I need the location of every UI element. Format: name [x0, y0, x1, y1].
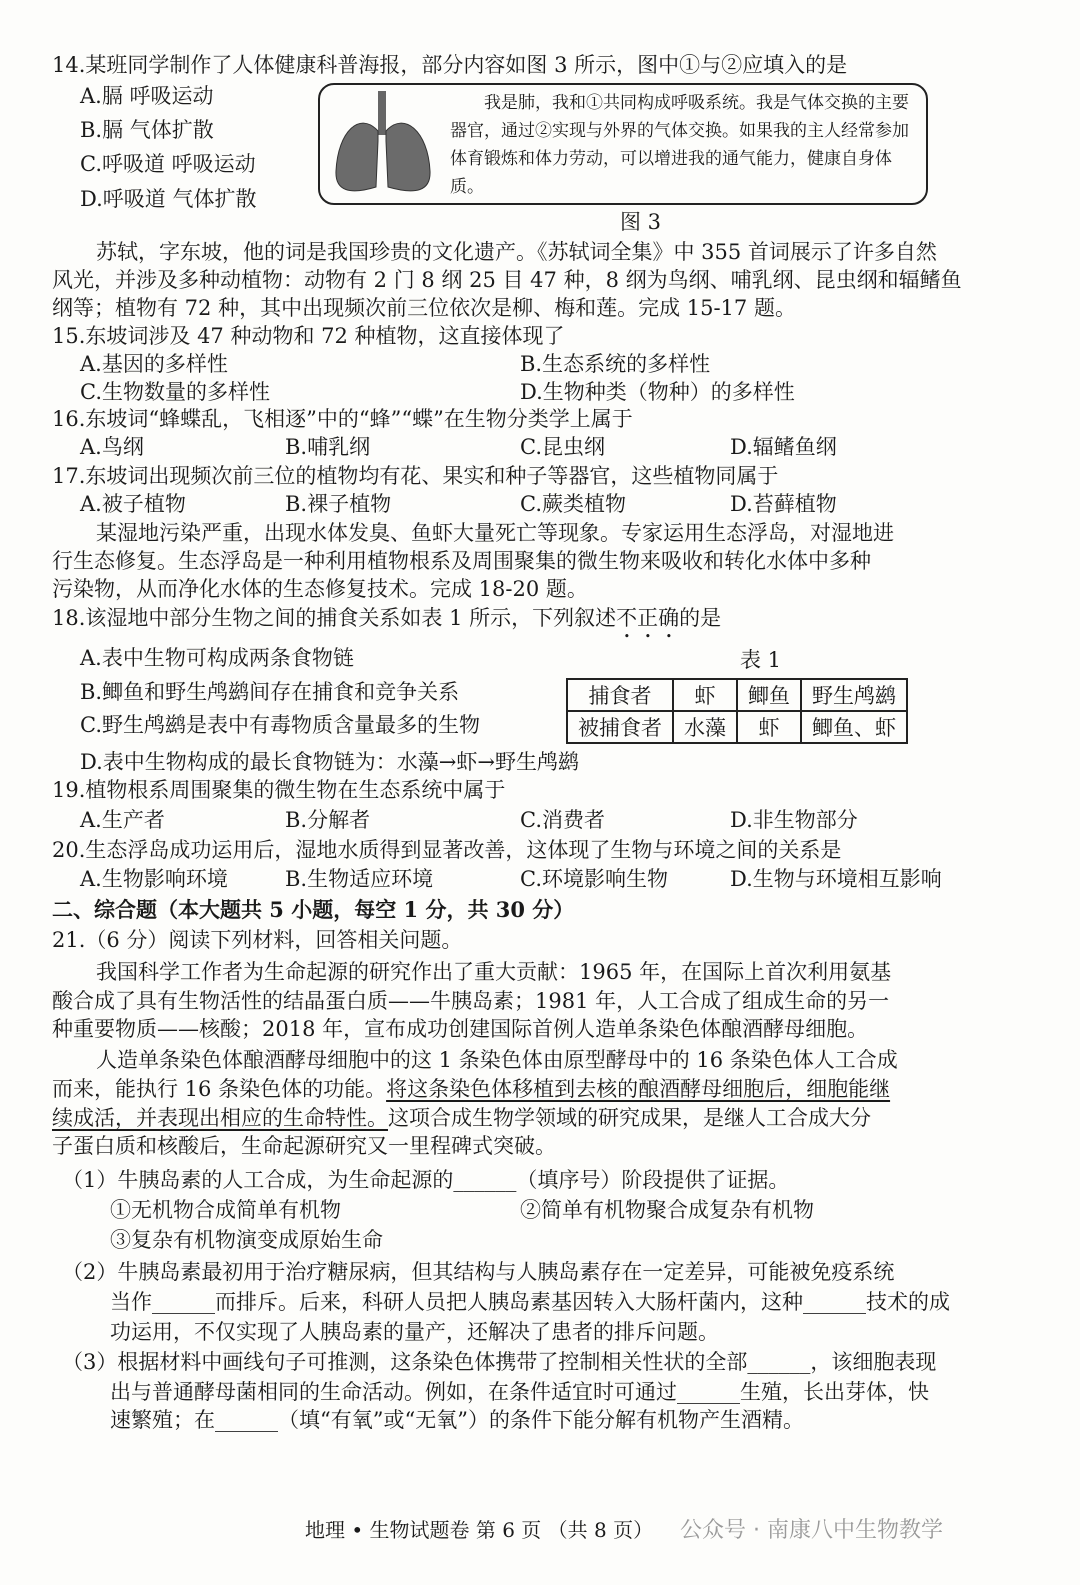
q19-option-c: C.消费者	[520, 808, 605, 832]
q21-sub3-line: 速繁殖；在______（填“有氧”或“无氧”）的条件下能分解有机物产生酒精。	[110, 1408, 804, 1432]
q16-option-b: B.哺乳纲	[285, 435, 371, 459]
q17-stem: 17.东坡词出现频次前三位的植物均有花、果实和种子等器官，这些植物同属于	[52, 464, 779, 488]
q14-option-c: C.呼吸道 呼吸运动	[80, 152, 256, 176]
q18-stem-a: 18.该湿地中部分生物之间的捕食关系如表 1 所示，下列叙述	[52, 606, 617, 630]
q16-stem: 16.东坡词“蜂蝶乱，飞相逐”中的“蜂”“蝶”在生物分类学上属于	[52, 407, 633, 431]
q19-option-d: D.非生物部分	[730, 808, 858, 832]
q16-option-d: D.辐鳍鱼纲	[730, 435, 837, 459]
q18-option-b: B.鲫鱼和野生鸬鹚间存在捕食和竞争关系	[80, 680, 460, 704]
q21-para2-line	[52, 1075, 890, 1103]
poster-box	[318, 83, 928, 205]
q18-stem-b: 的是	[679, 606, 722, 630]
q21-para2-line	[52, 1104, 871, 1132]
q21-sub3-line: 出与普通酵母菌相同的生命活动。例如，在条件适宜时可通过______生殖，长出芽体，快	[110, 1380, 929, 1404]
q14-option-a: A.膈 呼吸运动	[80, 84, 214, 108]
q17-option-b: B.裸子植物	[285, 492, 392, 516]
passage1-line: 风光，并涉及多种动植物：动物有 2 门 8 纲 25 目 47 种，8 纲为鸟纲、哺乳纲、昆虫纲和辐鳍鱼	[52, 268, 962, 292]
passage1-line: 纲等；植物有 72 种，其中出现频次前三位依次是柳、梅和莲。完成 15-17 题。	[52, 296, 796, 320]
q20-option-b: B.生物适应环境	[285, 867, 434, 891]
lung-illustration-icon	[330, 91, 435, 199]
q15-option-a: A.基因的多样性	[80, 352, 228, 376]
table-caption: 表 1	[740, 648, 782, 672]
q20-option-c: C.环境影响生物	[520, 867, 668, 891]
q14-stem: 14.某班同学制作了人体健康科普海报，部分内容如图 3 所示，图中①与②应填入的是	[52, 53, 848, 77]
q18-option-a: A.表中生物可构成两条食物链	[80, 646, 354, 670]
q15-option-d: D.生物种类（物种）的多样性	[520, 380, 795, 404]
table-cell: 鲫鱼	[737, 679, 801, 711]
q17-option-d: D.苔藓植物	[730, 492, 837, 516]
q18-emphasis: 不正确	[616, 606, 680, 630]
q18-option-c: C.野生鸬鹚是表中有毒物质含量最多的生物	[80, 713, 480, 737]
table-cell: 野生鸬鹚	[801, 679, 907, 711]
q21-sub2-line: 当作______而排斥。后来，科研人员把人胰岛素基因转入大肠杆菌内，这种______技术的成	[110, 1290, 950, 1314]
table-cell: 水藻	[673, 711, 737, 743]
q18-option-d: D.表中生物构成的最长食物链为：水藻→虾→野生鸬鹚	[80, 750, 579, 774]
passage1-line: 苏轼，字东坡，他的词是我国珍贵的文化遗产。《苏轼词全集》中 355 首词展示了许多自然	[96, 240, 937, 264]
figure-caption: 图 3	[620, 210, 662, 234]
q21-sub1-option: ③复杂有机物演变成原始生命	[110, 1228, 383, 1252]
passage2-line: 某湿地污染严重，出现水体发臭、鱼虾大量死亡等现象。专家运用生态浮岛，对湿地进	[96, 521, 894, 545]
text: 而来，能执行 16 条染色体的功能。	[52, 1077, 387, 1101]
text: 这项合成生物学领域的研究成果，是继人工合成大分	[388, 1106, 871, 1130]
q21-para1-line: 酸合成了具有生物活性的结晶蛋白质——牛胰岛素；1981 年，人工合成了组成生命的另一	[52, 989, 890, 1013]
q20-option-a: A.生物影响环境	[80, 867, 228, 891]
q20-option-d: D.生物与环境相互影响	[730, 867, 942, 891]
poster-text: 我是肺，我和①共同构成呼吸系统。我是气体交换的主要器官，通过②实现与外界的气体交换。如果我的主人经常参加体育锻炼和体力劳动，可以增进我的通气能力，健康自身体质。	[450, 93, 909, 197]
q21-sub2-line: 功运用，不仅实现了人胰岛素的量产，还解决了患者的排斥问题。	[110, 1320, 719, 1344]
q21-sub1-option: ①无机物合成简单有机物	[110, 1198, 341, 1222]
watermark: 公众号 · 南康八中生物教学	[680, 1518, 943, 1543]
q21-para1-line: 种重要物质——核酸；2018 年，宣布成功创建国际首例人造单条染色体酿酒酵母细胞。	[52, 1017, 869, 1041]
q15-stem: 15.东坡词涉及 47 种动物和 72 种植物，这直接体现了	[52, 324, 565, 348]
q21-para1-line: 我国科学工作者为生命起源的研究作出了重大贡献：1965 年，在国际上首次利用氨基	[96, 960, 892, 984]
q15-option-c: C.生物数量的多样性	[80, 380, 270, 404]
q19-option-a: A.生产者	[80, 808, 165, 832]
table-cell: 被捕食者	[567, 711, 673, 743]
q14-option-b: B.膈 气体扩散	[80, 118, 214, 142]
q20-stem: 20.生态浮岛成功运用后，湿地水质得到显著改善，这体现了生物与环境之间的关系是	[52, 838, 842, 862]
q19-stem: 19.植物根系周围聚集的微生物在生态系统中属于	[52, 778, 506, 802]
q21-sub1: （1）牛胰岛素的人工合成，为生命起源的______（填序号）阶段提供了证据。	[62, 1168, 790, 1192]
page-footer: 地理 • 生物试题卷 第 6 页 （共 8 页）	[305, 1518, 654, 1542]
table-cell: 虾	[737, 711, 801, 743]
predation-table	[566, 678, 908, 744]
q16-option-c: C.昆虫纲	[520, 435, 605, 459]
underlined-sentence: 将这条染色体移植到去核的酿酒酵母细胞后，细胞能继	[386, 1077, 891, 1101]
section-heading: 二、综合题（本大题共 5 小题，每空 1 分，共 30 分）	[52, 897, 575, 922]
q17-option-a: A.被子植物	[80, 492, 186, 516]
q21-para2-line: 人造单条染色体酿酒酵母细胞中的这 1 条染色体由原型酵母中的 16 条染色体人工合成	[96, 1048, 898, 1072]
q19-option-b: B.分解者	[285, 808, 371, 832]
q21-para2-line: 子蛋白质和核酸后，生命起源研究又一里程碑式突破。	[52, 1134, 556, 1158]
q21-stem: 21.（6 分）阅读下列材料，回答相关问题。	[52, 928, 463, 952]
q16-option-a: A.鸟纲	[80, 435, 144, 459]
q18-stem	[52, 604, 721, 643]
q21-sub2-line: （2）牛胰岛素最初用于治疗糖尿病，但其结构与人胰岛素存在一定差异，可能被免疫系统	[62, 1260, 895, 1284]
table-cell: 虾	[673, 679, 737, 711]
passage2-line: 污染物，从而净化水体的生态修复技术。完成 18-20 题。	[52, 577, 588, 601]
q21-sub1-option: ②简单有机物聚合成复杂有机物	[520, 1198, 814, 1222]
table-row	[567, 679, 907, 711]
q15-option-b: B.生态系统的多样性	[520, 352, 711, 376]
table-row	[567, 711, 907, 743]
underlined-sentence: 续成活，并表现出相应的生命特性。	[52, 1106, 388, 1130]
passage2-line: 行生态修复。生态浮岛是一种利用植物根系及周围聚集的微生物来吸收和转化水体中多种	[52, 549, 871, 573]
q14-option-d: D.呼吸道 气体扩散	[80, 187, 257, 211]
table-cell: 捕食者	[567, 679, 673, 711]
table-cell: 鲫鱼、虾	[801, 711, 907, 743]
q17-option-c: C.蕨类植物	[520, 492, 626, 516]
q21-sub3-line: （3）根据材料中画线句子可推测，这条染色体携带了控制相关性状的全部______，该细胞表现	[62, 1350, 937, 1374]
